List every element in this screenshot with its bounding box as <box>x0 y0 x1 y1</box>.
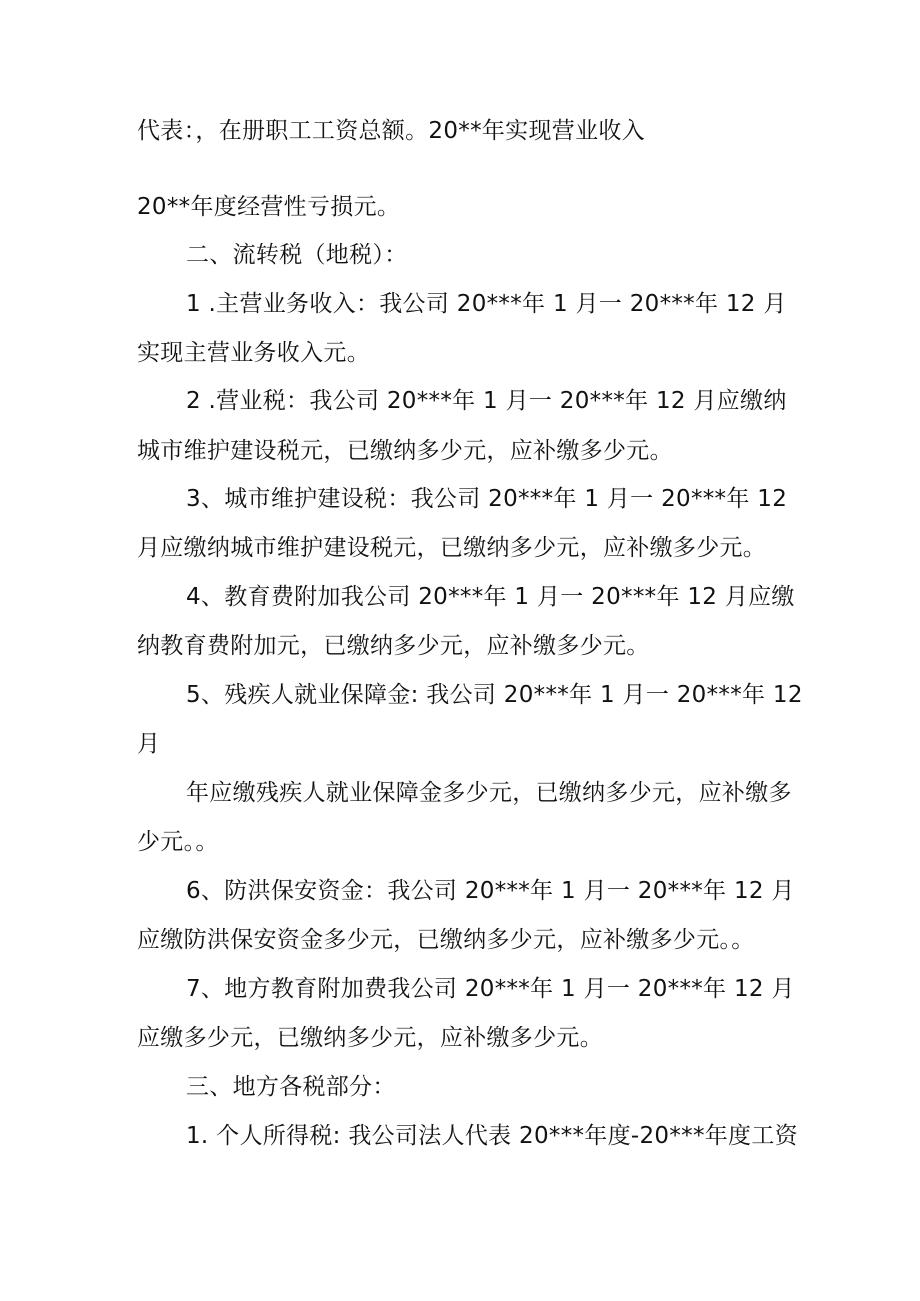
paragraph-line: 月应缴纳城市维护建设税元，已缴纳多少元，应补缴多少元。 <box>137 535 767 561</box>
paragraph-line: 应缴防洪保安资金多少元，已缴纳多少元，应补缴多少元。。 <box>137 927 755 953</box>
section-heading: 二、流转税（地税）： <box>186 242 408 268</box>
paragraph-line: 年应缴残疾人就业保障金多少元，已缴纳多少元，应补缴多 <box>186 780 792 806</box>
paragraph-line: 4、教育费附加我公司 20***年 1 月一 20***年 12 月应缴 <box>186 584 795 610</box>
paragraph-line: 6、防洪保安资金：我公司 20***年 1 月一 20***年 12 月 <box>186 878 795 904</box>
paragraph-line: 20**年度经营性亏损元。 <box>137 194 401 220</box>
paragraph-line: 少元。。 <box>137 829 219 855</box>
paragraph-line: 纳教育费附加元，已缴纳多少元，应补缴多少元。 <box>137 633 650 659</box>
paragraph-line: 代表：，在册职工工资总额。20**年实现营业收入 <box>137 118 645 144</box>
paragraph-line: 1 .主营业务收入：我公司 20***年 1 月一 20***年 12 月 <box>186 291 787 317</box>
paragraph-line: 7、地方教育附加费我公司 20***年 1 月一 20***年 12 月 <box>186 976 795 1002</box>
paragraph-line: 实现主营业务收入元。 <box>137 340 370 366</box>
paragraph-line: 应缴多少元，已缴纳多少元，应补缴多少元。 <box>137 1025 603 1051</box>
paragraph-line: 1. 个人所得税: 我公司法人代表 20***年度-20***年度工资 <box>186 1123 798 1149</box>
paragraph-line: 2 .营业税：我公司 20***年 1 月一 20***年 12 月应缴纳 <box>186 388 787 414</box>
paragraph-line: 5、残疾人就业保障金: 我公司 20***年 1 月一 20***年 12 <box>186 682 803 708</box>
section-heading: 三、地方各税部分： <box>186 1074 396 1100</box>
paragraph-line: 城市维护建设税元，已缴纳多少元，应补缴多少元。 <box>137 438 673 464</box>
paragraph-line: 月 <box>137 731 161 757</box>
paragraph-line: 3、城市维护建设税：我公司 20***年 1 月一 20***年 12 <box>186 486 788 512</box>
